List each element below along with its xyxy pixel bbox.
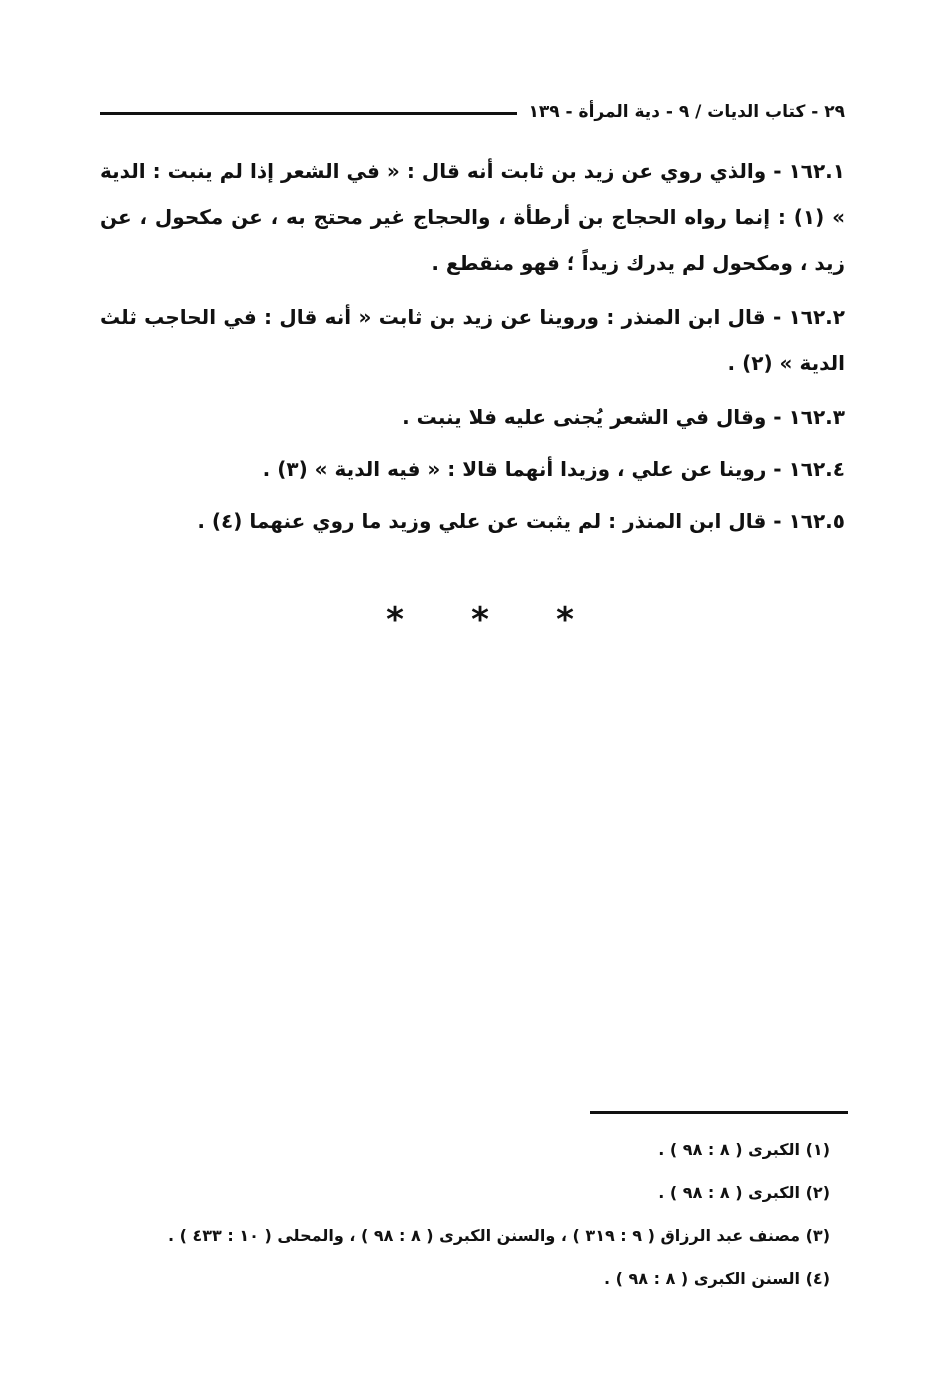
paragraph-number: ١٦٢.٥ [788, 509, 845, 533]
separator-asterisk: * [556, 600, 574, 640]
section-separator [380, 600, 580, 640]
header-title: ٢٩ - كتاب الديات / ٩ - دية المرأة - ١٣٩ [528, 102, 845, 122]
paragraph-162-1 [100, 148, 845, 286]
paragraph-text: - وقال في الشعر يُجنى عليه فلا ينبت . [402, 405, 789, 429]
paragraph-number: ١٦٢.٤ [788, 457, 845, 481]
paragraph-text: - روينا عن علي ، وزيدا أنهما قالا : « فيه الدية » (٣) . [262, 457, 789, 481]
paragraph-text: - قال ابن المنذر : لم يثبت عن علي وزيد ما روي عنهما (٤) . [197, 509, 789, 533]
footnotes [100, 1136, 830, 1308]
paragraph-number: ١٦٢.١ [788, 159, 845, 183]
separator-asterisk: * [386, 600, 404, 640]
paragraph-number: ١٦٢.٣ [788, 405, 845, 429]
paragraph-162-4 [100, 446, 845, 492]
footnote-2: (٢) الكبرى ( ٨ : ٩٨ ) . [658, 1183, 830, 1202]
running-header [100, 92, 845, 132]
body-text [100, 148, 845, 550]
paragraph-162-5 [100, 498, 845, 544]
paragraph-text: - والذي روي عن زيد بن ثابت أنه قال : « في الشعر إذا لم ينبت : الدية » (١) : إنما رواه الحجاج بن أرطأة ، والحجاج غير محتج به ، عن مكحول ، عن زيد ، ومكحول لم يدرك زيداً ؛ فهو منقطع . [100, 159, 845, 275]
footnote-4: (٤) السنن الكبرى ( ٨ : ٩٨ ) . [603, 1269, 830, 1288]
paragraph-text: - قال ابن المنذر : وروينا عن زيد بن ثابت « أنه قال : في الحاجب ثلث الدية » (٢) . [100, 305, 845, 375]
paragraph-number: ١٦٢.٢ [788, 305, 845, 329]
footnote-3: (٣) مصنف عبد الرزاق ( ٩ : ٣١٩ ) ، والسنن الكبرى ( ٨ : ٩٨ ) ، والمحلى ( ١٠ : ٤٣٣ ) . [167, 1226, 830, 1245]
header-rule [100, 112, 517, 115]
footnote-1: (١) الكبرى ( ٨ : ٩٨ ) . [658, 1140, 830, 1159]
footnote-rule [590, 1111, 848, 1114]
paragraph-162-3 [100, 394, 845, 440]
paragraph-162-2 [100, 294, 845, 386]
separator-asterisk: * [471, 600, 489, 640]
